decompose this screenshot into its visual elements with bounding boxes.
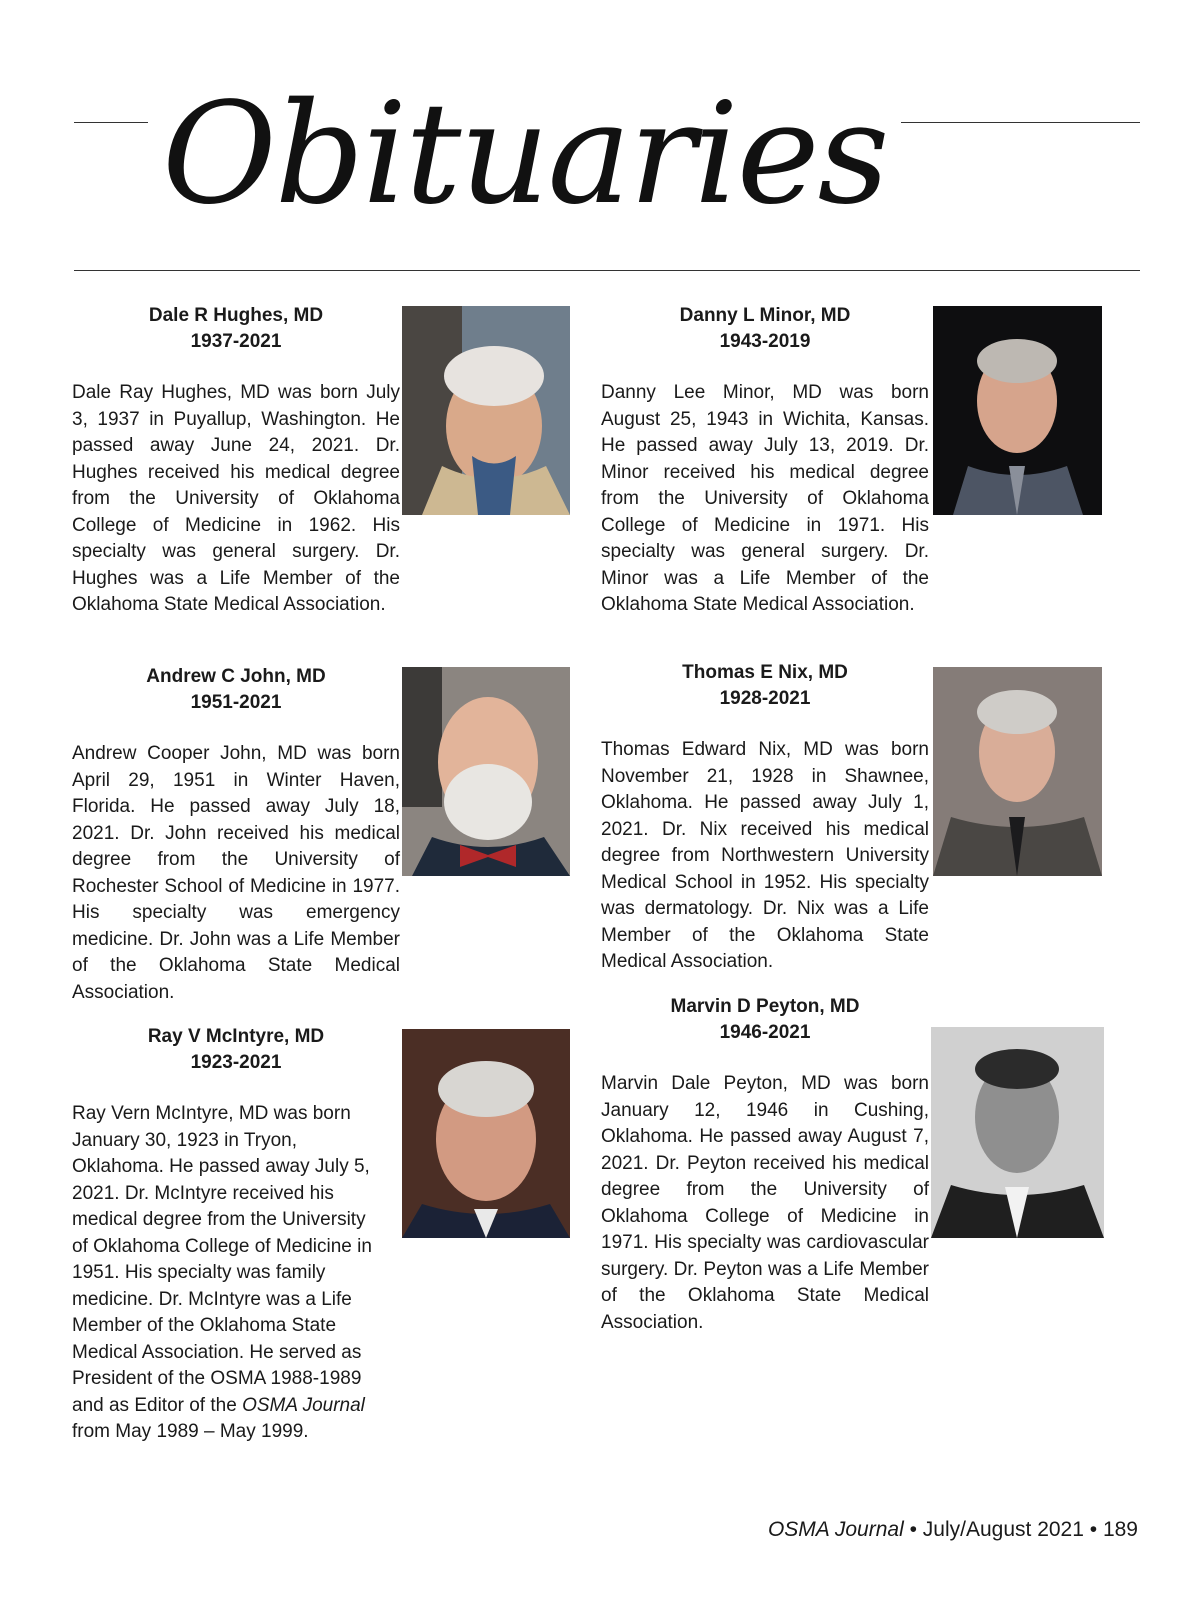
obituary-years: 1937-2021 xyxy=(190,331,282,352)
footer-separator: • xyxy=(909,1518,917,1541)
obituary-name: Andrew C John, MD xyxy=(146,666,326,687)
footer-page-number: 189 xyxy=(1102,1518,1138,1541)
obituary-text: Thomas Edward Nix, MD was born November 21, 1928 in Shawnee, Oklahoma. He passed away July 1, 2021. Dr. Nix received his medical degree from Northwestern University Medical School in 1952. His specialty was dermatology. Dr. Nix was a Life Member of the Oklahoma State Medical Association. xyxy=(601,739,929,972)
portrait-photo-john xyxy=(402,667,570,876)
page-title xyxy=(130,40,888,270)
footer-issue: July/August 2021 xyxy=(922,1518,1084,1541)
obituary-name: Marvin D Peyton, MD xyxy=(670,996,860,1017)
portrait-photo-mcintyre xyxy=(402,1029,570,1238)
portrait-photo-peyton xyxy=(931,1027,1104,1238)
obituary-years: 1943-2019 xyxy=(719,331,811,352)
obituary-years: 1951-2021 xyxy=(190,692,282,713)
obituary-text xyxy=(72,1101,372,1446)
obituary-text: Andrew Cooper John, MD was born April 29, 1951 in Winter Haven, Florida. He passed away July 18, 2021. Dr. John received his medical degree from the University of Rochester School of Medicine in 1977. His specialty was emergency medicine. Dr. John was a Life Member of the Oklahoma State Medical Association. xyxy=(72,743,400,1003)
obituary-name: Dale R Hughes, MD xyxy=(148,305,324,326)
obituary-name: Ray V McIntyre, MD xyxy=(147,1026,325,1047)
obituary-text: Marvin Dale Peyton, MD was born January 12, 1946 in Cushing, Oklahoma. He passed away August 7, 2021. Dr. Peyton received his medical degree from the University of Oklahoma College of Medicine in 1971. His specialty was cardiovascular surgery. Dr. Peyton was a Life Member of the Oklahoma State Medical Association. xyxy=(601,1073,929,1333)
footer-separator: • xyxy=(1089,1518,1098,1541)
obituary-text-part: from May 1989 – May 1999. xyxy=(72,1421,309,1442)
portrait-photo-minor xyxy=(933,306,1102,515)
masthead-rule-bottom xyxy=(74,270,1140,271)
obituary-years: 1946-2021 xyxy=(719,1022,811,1043)
obituary-years: 1928-2021 xyxy=(719,688,811,709)
obituary-name: Thomas E Nix, MD xyxy=(682,662,848,683)
obituary-text: Danny Lee Minor, MD was born August 25, 1943 in Wichita, Kansas. He passed away July 13, 2019. Dr. Minor received his medical degree from the University of Oklahoma College of Medicine in 1971. His specialty was general surgery. Dr. Minor was a Life Member of the Oklahoma State Medical Association. xyxy=(601,382,929,615)
portrait-photo-nix xyxy=(933,667,1102,876)
obituary-name: Danny L Minor, MD xyxy=(679,305,851,326)
page-footer xyxy=(768,1518,1138,1542)
page-title-text: Obituaries xyxy=(148,85,901,225)
portrait-photo-hughes xyxy=(402,306,570,515)
obituary-text: Dale Ray Hughes, MD was born July 3, 1937 in Puyallup, Washington. He passed away June 24, 2021. Dr. Hughes received his medical degree from the University of Oklahoma College of Medicine in 1962. His specialty was general surgery. Dr. Hughes was a Life Member of the Oklahoma State Medical Association. xyxy=(72,382,400,615)
journal-title-italic: OSMA Journal xyxy=(242,1394,365,1416)
obituary-years: 1923-2021 xyxy=(190,1052,282,1073)
footer-journal: OSMA Journal xyxy=(767,1518,904,1541)
obituary-text-part: Ray Vern McIntyre, MD was born January 30, 1923 in Tryon, Oklahoma. He passed away July 5, 2021. Dr. McIntyre received his medical degree from the University of Oklahoma College of Medicine in 1951. His specialty was family medicine. Dr. McIntyre was a Life Member of the Oklahoma State Medical Association. He served as President of the OSMA 1988-1989 and as Editor of the xyxy=(72,1103,372,1416)
